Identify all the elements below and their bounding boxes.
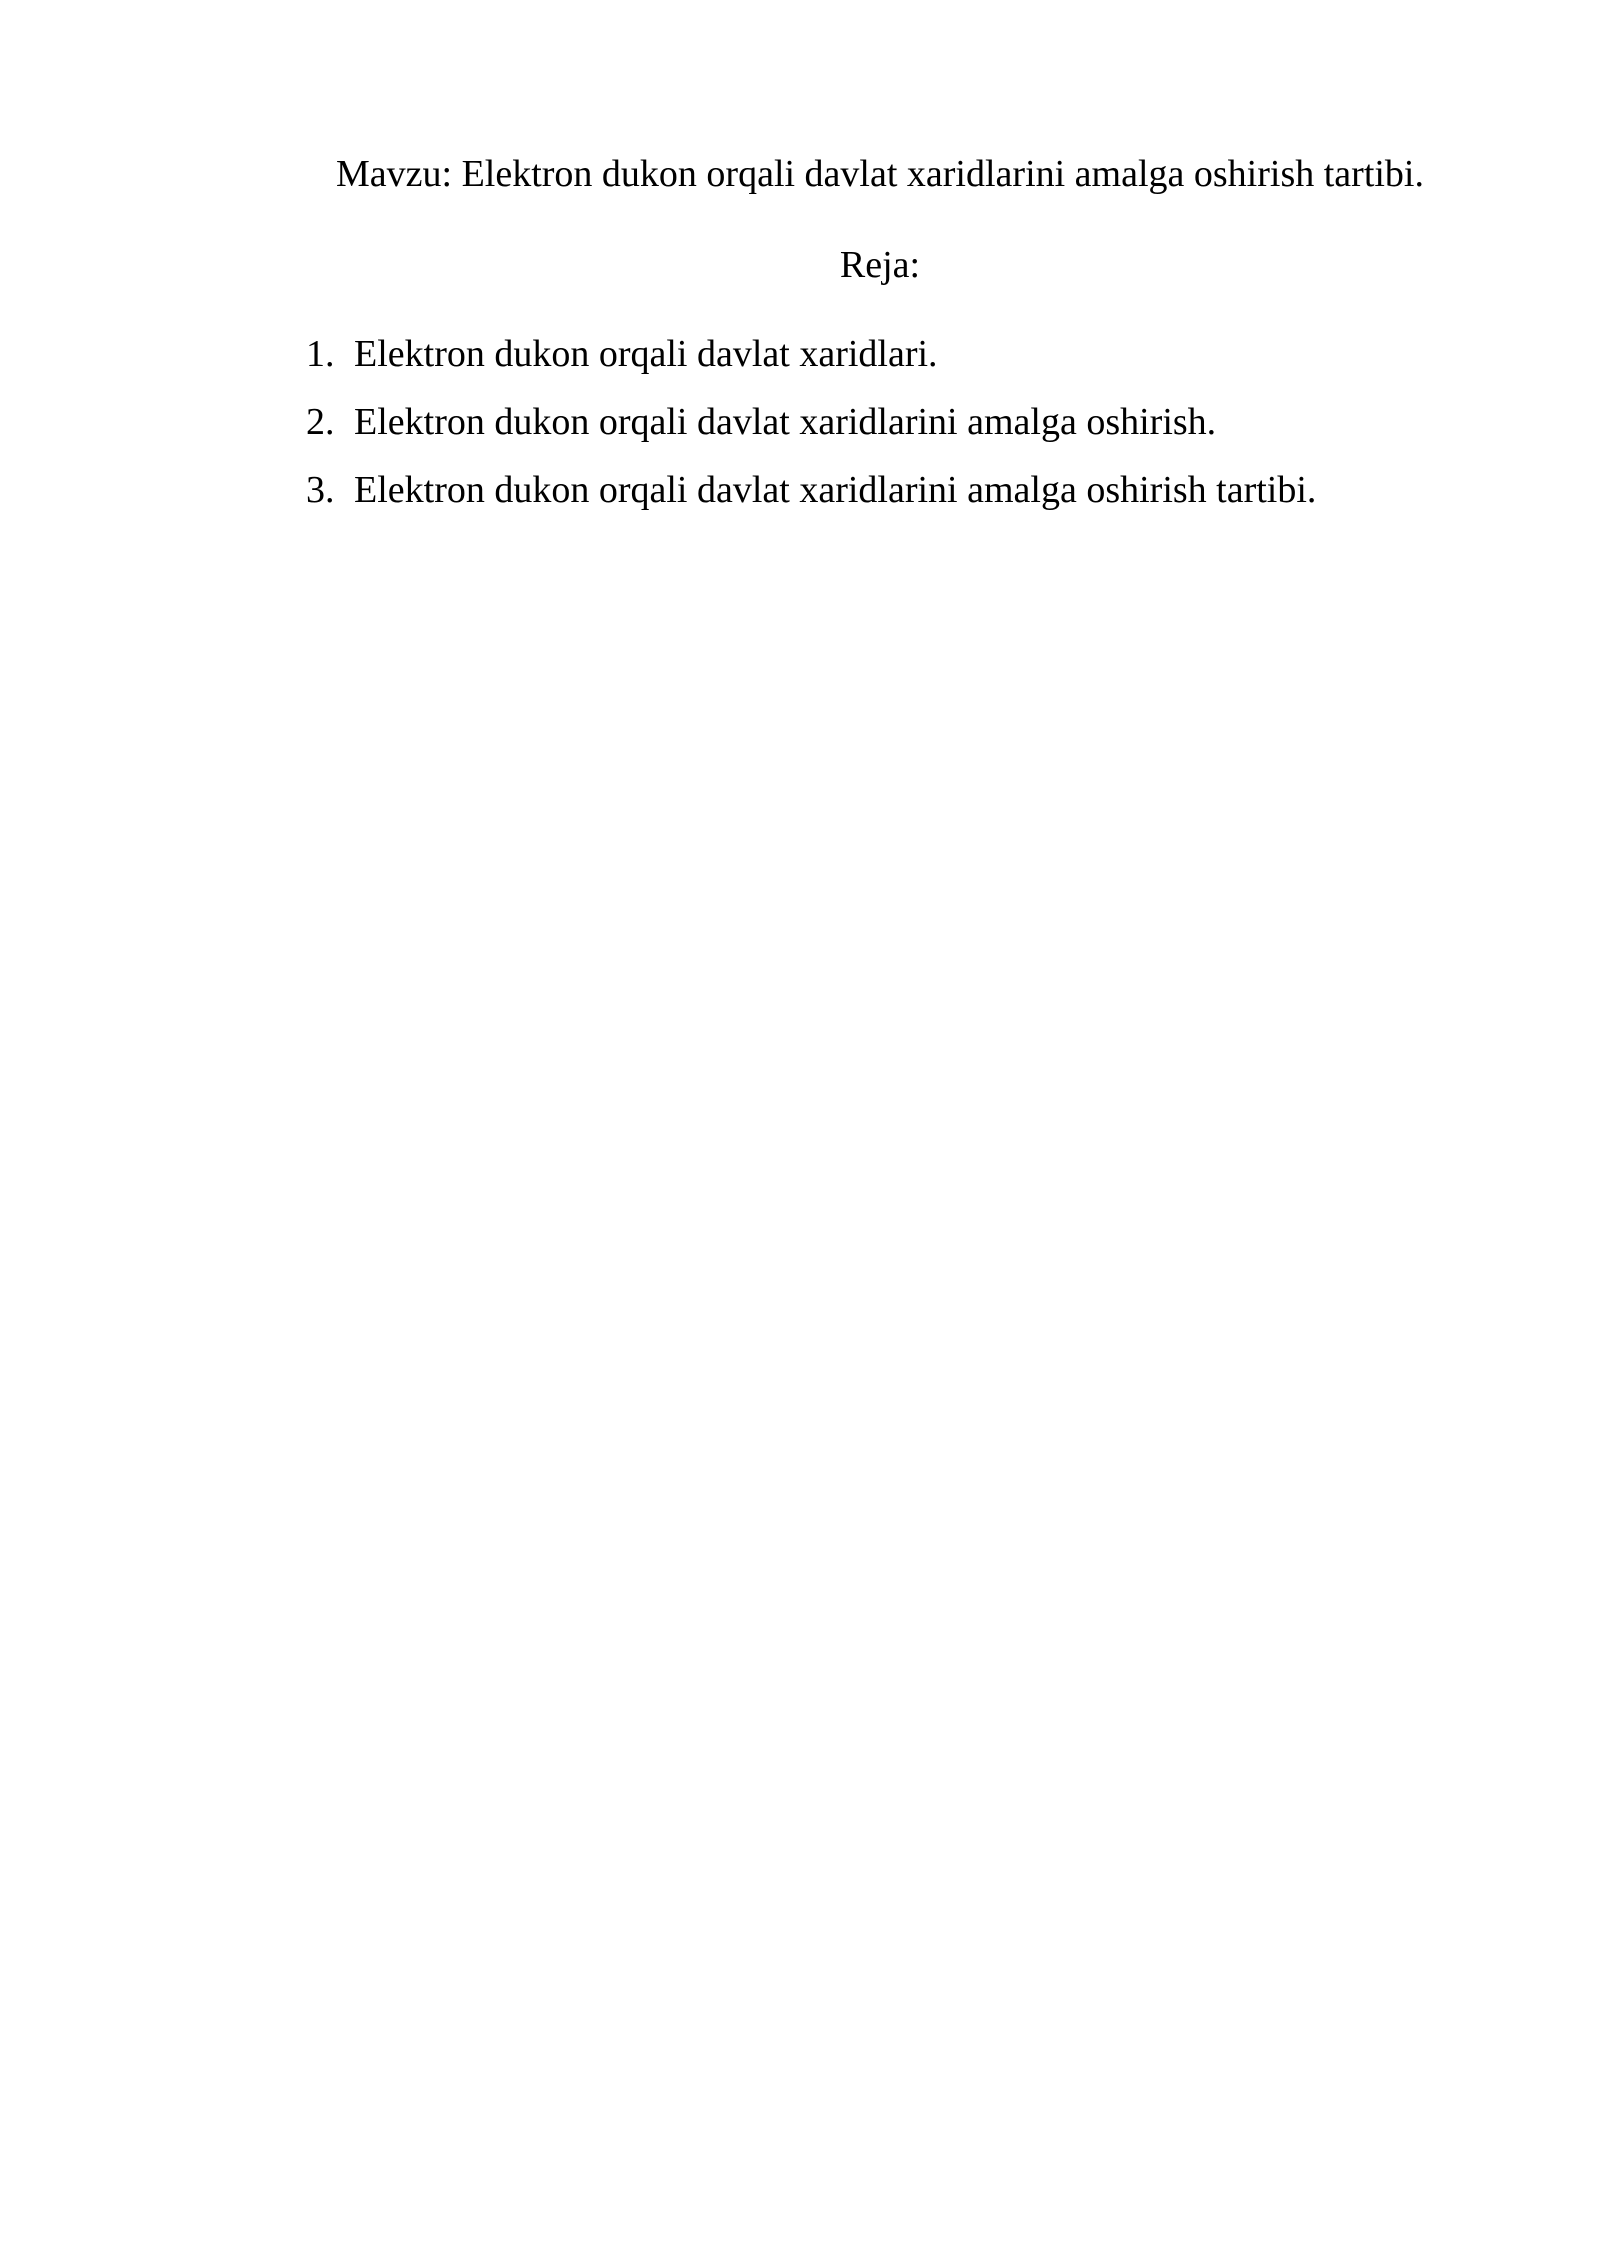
plan-heading: Reja: (839, 244, 921, 286)
plan-item-text: Elektron dukon orqali davlat xaridlari. (354, 333, 938, 375)
plan-item-number: 3. (306, 469, 335, 511)
plan-item-number: 1. (306, 333, 335, 375)
document-title: Mavzu: Elektron dukon orqali davlat xaridlarini amalga oshirish tartibi. (336, 153, 1424, 195)
plan-item-number: 2. (306, 401, 335, 443)
plan-item-text: Elektron dukon orqali davlat xaridlarini amalga oshirish tartibi. (354, 469, 1317, 511)
plan-item-text: Elektron dukon orqali davlat xaridlarini amalga oshirish. (354, 401, 1217, 443)
